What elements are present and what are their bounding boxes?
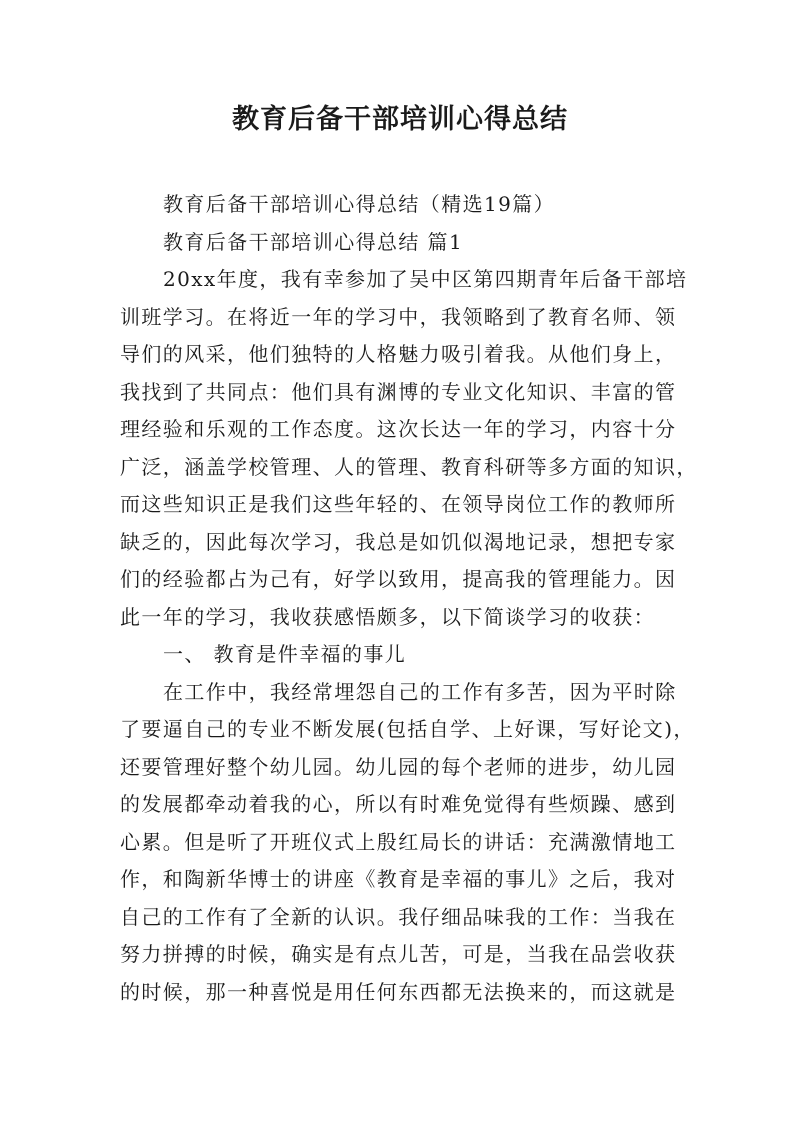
text-line: 了要逼自己的专业不断发展(包括自学、上好课，写好论文)， (120, 717, 695, 741)
document-title: 教育后备干部培训心得总结 (232, 104, 568, 135)
text-line: 训班学习。在将近一年的学习中，我领略到了教育名师、领 (120, 304, 677, 329)
document-body (120, 186, 700, 1011)
text-line: 自己的工作有了全新的认识。我仔细品味我的工作：当我在 (120, 904, 677, 929)
text-line: 们的经验都占为己有，好学以致用，提高我的管理能力。因 (120, 567, 677, 591)
text-line: 广泛，涵盖学校管理、人的管理、教育科研等多方面的知识， (120, 454, 698, 479)
text-line: 教育后备干部培训心得总结（精选19篇） (163, 192, 556, 216)
text-line: 教育后备干部培训心得总结 篇1 (163, 229, 464, 254)
text-line: 此一年的学习，我收获感悟颇多，以下简谈学习的收获： (120, 604, 655, 629)
text-line: 一、 教育是件幸福的事儿 (163, 642, 407, 666)
text-line: 导们的风采，他们独特的人格魅力吸引着我。从他们身上， (120, 342, 677, 366)
text-line: 理经验和乐观的工作态度。这次长达一年的学习，内容十分 (120, 417, 677, 441)
text-line: 的时候，那一种喜悦是用任何东西都无法换来的，而这就是 (120, 979, 677, 1004)
text-line: 作，和陶新华博士的讲座《教育是幸福的事儿》之后，我对 (120, 867, 677, 891)
text-line: 还要管理好整个幼儿园。幼儿园的每个老师的进步，幼儿园 (120, 754, 677, 779)
text-line: 努力拼搏的时候，确实是有点儿苦，可是，当我在品尝收获 (120, 942, 677, 966)
text-line: 20xx年度，我有幸参加了吴中区第四期青年后备干部培 (163, 267, 688, 291)
text-line: 在工作中，我经常埋怨自己的工作有多苦，因为平时除 (163, 679, 677, 704)
text-line: 我找到了共同点：他们具有渊博的专业文化知识、丰富的管 (120, 379, 677, 404)
text-line: 缺乏的，因此每次学习，我总是如饥似渴地记录，想把专家 (120, 529, 677, 554)
text-line: 而这些知识正是我们这些年轻的、在领导岗位工作的教师所 (120, 492, 677, 516)
text-line: 心累。但是听了开班仪式上殷红局长的讲话：充满激情地工 (120, 829, 677, 854)
text-line: 的发展都牵动着我的心，所以有时难免觉得有些烦躁、感到 (120, 792, 677, 816)
